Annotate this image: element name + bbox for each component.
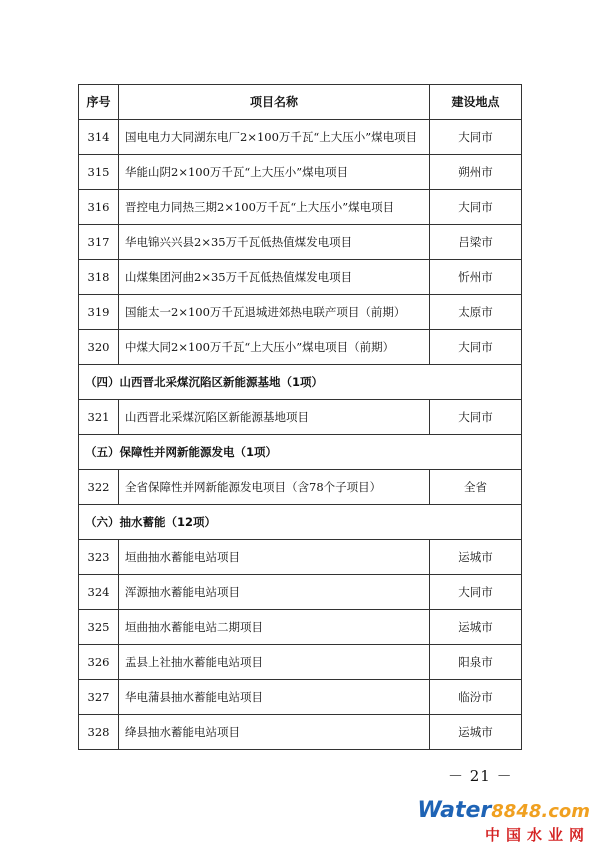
table-row: [79, 645, 522, 680]
watermark-chinese: 中国水业网: [484, 826, 590, 844]
project-name: 国电电力大同湖东电厂2×100万千瓦“上大压小”煤电项目: [119, 120, 430, 155]
project-location: 吕梁市: [430, 225, 522, 260]
project-location: 全省: [430, 470, 522, 505]
row-index: 315: [79, 155, 119, 190]
project-name: 浑源抽水蓄能电站项目: [119, 575, 430, 610]
project-location: 运城市: [430, 610, 522, 645]
project-name: 华电蒲县抽水蓄能电站项目: [119, 680, 430, 715]
project-location: 大同市: [430, 400, 522, 435]
section-title: （六）抽水蓄能（12项）: [79, 505, 522, 540]
watermark-suffix: 8848.com: [491, 801, 590, 822]
project-location: 大同市: [430, 575, 522, 610]
section-row: [79, 365, 522, 400]
row-index: 322: [79, 470, 119, 505]
project-name: 山西晋北采煤沉陷区新能源基地项目: [119, 400, 430, 435]
row-index: 327: [79, 680, 119, 715]
table-row: [79, 225, 522, 260]
table-body: [79, 120, 522, 750]
row-index: 314: [79, 120, 119, 155]
project-name: 垣曲抽水蓄能电站二期项目: [119, 610, 430, 645]
row-index: 324: [79, 575, 119, 610]
watermark-brand: Water: [417, 798, 492, 823]
table-row: [79, 260, 522, 295]
table-row: [79, 400, 522, 435]
project-name: 华电锦兴兴县2×35万千瓦低热值煤发电项目: [119, 225, 430, 260]
site-watermark: [417, 796, 600, 846]
project-name: 国能太一2×100万千瓦退城进郊热电联产项目（前期）: [119, 295, 430, 330]
project-name: 晋控电力同热三期2×100万千瓦“上大压小”煤电项目: [119, 190, 430, 225]
row-index: 325: [79, 610, 119, 645]
table-row: [79, 715, 522, 750]
row-index: 317: [79, 225, 119, 260]
table-row: [79, 155, 522, 190]
project-location: 太原市: [430, 295, 522, 330]
header-location: 建设地点: [430, 85, 522, 120]
project-name: 绛县抽水蓄能电站项目: [119, 715, 430, 750]
project-table: [78, 84, 522, 750]
project-location: 大同市: [430, 330, 522, 365]
table-row: [79, 540, 522, 575]
row-index: 320: [79, 330, 119, 365]
table-row: [79, 120, 522, 155]
project-name: 中煤大同2×100万千瓦“上大压小”煤电项目（前期）: [119, 330, 430, 365]
project-location: 朔州市: [430, 155, 522, 190]
project-location: 忻州市: [430, 260, 522, 295]
project-location: 临汾市: [430, 680, 522, 715]
table-row: [79, 575, 522, 610]
table-row: [79, 680, 522, 715]
section-title: （四）山西晋北采煤沉陷区新能源基地（1项）: [79, 365, 522, 400]
project-name: 山煤集团河曲2×35万千瓦低热值煤发电项目: [119, 260, 430, 295]
row-index: 328: [79, 715, 119, 750]
row-index: 318: [79, 260, 119, 295]
project-name: 垣曲抽水蓄能电站项目: [119, 540, 430, 575]
table-row: [79, 295, 522, 330]
project-location: 大同市: [430, 190, 522, 225]
table-header-row: [79, 85, 522, 120]
project-name: 华能山阴2×100万千瓦“上大压小”煤电项目: [119, 155, 430, 190]
project-location: 大同市: [430, 120, 522, 155]
header-name: 项目名称: [119, 85, 430, 120]
table-row: [79, 330, 522, 365]
watermark-logo: [417, 798, 590, 823]
section-row: [79, 435, 522, 470]
row-index: 326: [79, 645, 119, 680]
header-index: 序号: [79, 85, 119, 120]
table-row: [79, 610, 522, 645]
project-location: 阳泉市: [430, 645, 522, 680]
table-row: [79, 470, 522, 505]
section-row: [79, 505, 522, 540]
project-location: 运城市: [430, 540, 522, 575]
project-location: 运城市: [430, 715, 522, 750]
row-index: 323: [79, 540, 119, 575]
project-name: 全省保障性并网新能源发电项目（含78个子项目）: [119, 470, 430, 505]
row-index: 321: [79, 400, 119, 435]
project-name: 盂县上社抽水蓄能电站项目: [119, 645, 430, 680]
row-index: 319: [79, 295, 119, 330]
page-number: － 21 －: [448, 767, 513, 785]
section-title: （五）保障性并网新能源发电（1项）: [79, 435, 522, 470]
table-row: [79, 190, 522, 225]
row-index: 316: [79, 190, 119, 225]
